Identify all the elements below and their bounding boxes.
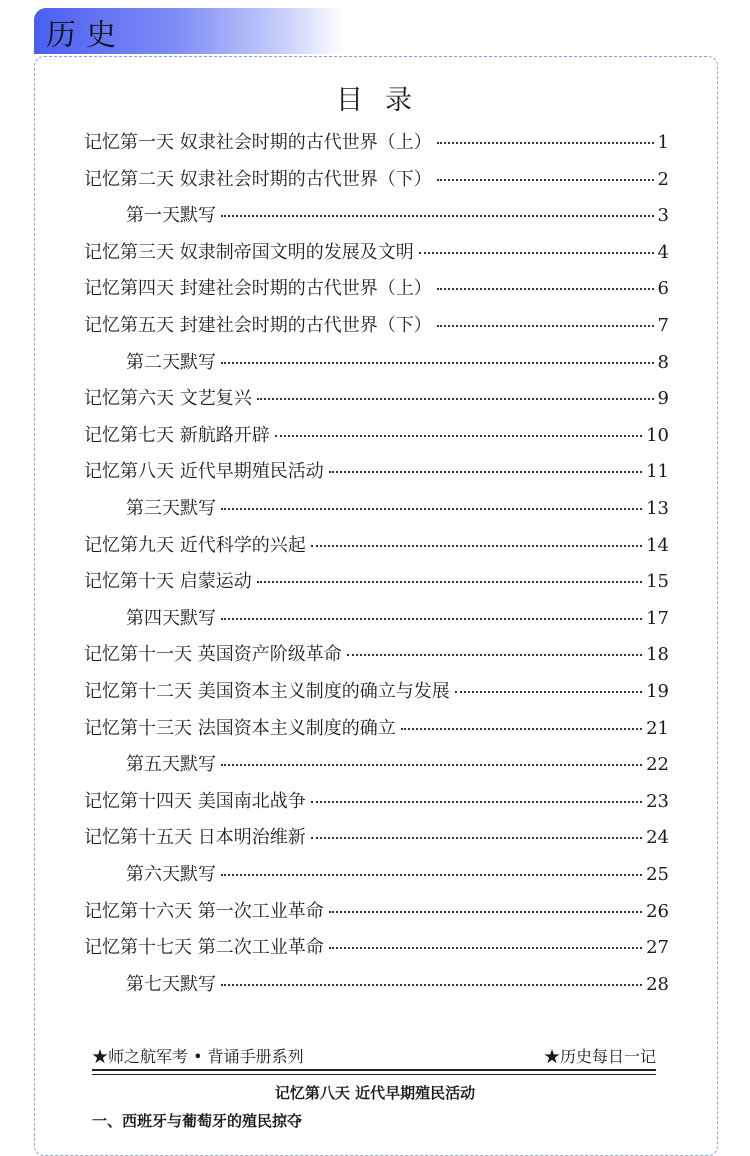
- toc-title: 目录: [336, 85, 434, 116]
- toc-leader-dots: [221, 984, 642, 986]
- toc-entry[interactable]: [84, 457, 669, 485]
- sub-heading: 一、西班牙与葡萄牙的殖民掠夺: [92, 1112, 303, 1130]
- toc-entry-page: 1: [657, 132, 669, 153]
- toc-entry-page: 11: [646, 461, 669, 483]
- toc-entry-page: 7: [657, 315, 669, 336]
- toc-entry-page: 8: [657, 351, 669, 373]
- toc-leader-dots: [437, 325, 654, 327]
- toc-entry-title: 记忆第十二天 美国资本主义制度的确立与发展: [84, 681, 450, 702]
- subject-title: 历史: [46, 18, 126, 53]
- toc-entry-page: 13: [646, 498, 669, 519]
- toc-leader-dots: [347, 654, 642, 656]
- toc-leader-dots: [221, 764, 642, 766]
- toc-entry[interactable]: [84, 823, 669, 851]
- toc-entry-title: 第七天默写: [126, 973, 216, 995]
- toc-entry-title: 记忆第十四天 美国南北战争: [84, 790, 306, 812]
- toc-entry-title: 记忆第二天 奴隶社会时期的古代世界（下）: [84, 168, 432, 190]
- toc-entry[interactable]: [84, 128, 669, 156]
- toc-leader-dots: [275, 435, 642, 437]
- toc-entry-title: 记忆第十七天 第二次工业革命: [84, 937, 324, 959]
- toc-entry[interactable]: [126, 604, 669, 632]
- toc-entry-title: 记忆第九天 近代科学的兴起: [84, 534, 306, 556]
- toc-leader-dots: [221, 362, 654, 364]
- toc-entry-page: 4: [657, 241, 669, 263]
- toc-entry-title: 记忆第十三天 法国资本主义制度的确立: [84, 717, 396, 739]
- toc-entry-title: 记忆第一天 奴隶社会时期的古代世界（上）: [84, 132, 432, 153]
- toc-entry[interactable]: [126, 494, 669, 522]
- toc-entry-page: 22: [646, 754, 669, 776]
- toc-entry[interactable]: [84, 384, 669, 412]
- toc-leader-dots: [257, 581, 642, 583]
- toc-entry-title: 记忆第十一天 英国资产阶级革命: [84, 644, 342, 666]
- header-rule: [92, 1069, 656, 1071]
- toc-entry-title: 记忆第八天 近代早期殖民活动: [84, 461, 324, 483]
- toc-entry-title: 第一天默写: [126, 205, 216, 227]
- toc-leader-dots: [311, 837, 642, 839]
- toc-entry[interactable]: [84, 897, 669, 925]
- toc-leader-dots: [329, 471, 642, 473]
- toc-leader-dots: [455, 691, 642, 693]
- toc-entry-title: 第二天默写: [126, 351, 216, 373]
- toc-entry-page: 23: [646, 790, 669, 812]
- toc-entry[interactable]: [84, 274, 669, 302]
- toc-entry-page: 18: [646, 644, 669, 666]
- toc-entry[interactable]: [84, 238, 669, 266]
- toc-entry-page: 28: [646, 973, 669, 995]
- toc-entry-page: 2: [657, 168, 669, 190]
- toc-leader-dots: [437, 179, 654, 181]
- series-label: ★师之航军考 • 背诵手册系列: [92, 1047, 304, 1066]
- section-heading: 记忆第八天 近代早期殖民活动: [274, 1084, 476, 1102]
- toc-entry-page: 25: [646, 864, 669, 885]
- toc-entry-page: 26: [646, 900, 669, 922]
- toc-entry[interactable]: [84, 640, 669, 668]
- book-label: ★历史每日一记: [543, 1047, 656, 1066]
- toc-entry-title: 记忆第五天 封建社会时期的古代世界（下）: [84, 315, 432, 336]
- toc-entry[interactable]: [84, 787, 669, 815]
- toc-entry-page: 14: [646, 534, 669, 556]
- toc-entry-title: 第五天默写: [126, 754, 216, 776]
- toc-entry[interactable]: [126, 970, 669, 998]
- toc-entry-page: 3: [657, 205, 669, 227]
- toc-leader-dots: [437, 142, 654, 144]
- toc-leader-dots: [257, 398, 654, 400]
- toc-entry-title: 记忆第六天 文艺复兴: [84, 388, 252, 410]
- toc-leader-dots: [329, 911, 642, 913]
- toc-leader-dots: [311, 545, 642, 547]
- toc-entry-title: 第六天默写: [126, 864, 216, 885]
- toc-entry-page: 6: [657, 278, 669, 300]
- toc-entry[interactable]: [126, 201, 669, 229]
- toc-entry-page: 19: [646, 681, 669, 702]
- toc-entry-title: 记忆第七天 新航路开辟: [84, 424, 270, 446]
- header-rule-thin: [92, 1074, 656, 1075]
- toc-entry-title: 记忆第三天 奴隶制帝国文明的发展及文明: [84, 241, 414, 263]
- toc-entry[interactable]: [84, 677, 669, 705]
- toc-entry-page: 27: [646, 937, 669, 959]
- toc-entry-title: 记忆第十六天 第一次工业革命: [84, 900, 324, 922]
- toc-entry-page: 15: [646, 571, 669, 593]
- toc-entry[interactable]: [126, 860, 669, 888]
- toc-entry[interactable]: [84, 933, 669, 961]
- toc-leader-dots: [419, 252, 654, 254]
- toc-entry-page: 10: [646, 424, 669, 446]
- toc-entry[interactable]: [84, 714, 669, 742]
- toc-leader-dots: [221, 508, 642, 510]
- toc-entry[interactable]: [126, 348, 669, 376]
- toc-leader-dots: [311, 801, 642, 803]
- toc-entry[interactable]: [84, 311, 669, 339]
- toc-leader-dots: [329, 947, 642, 949]
- toc-leader-dots: [221, 618, 642, 620]
- toc-leader-dots: [221, 874, 642, 876]
- toc-entry-title: 第三天默写: [126, 498, 216, 519]
- toc-entry-title: 记忆第四天 封建社会时期的古代世界（上）: [84, 278, 432, 300]
- toc-entry-title: 记忆第十天 启蒙运动: [84, 571, 252, 593]
- toc-entry[interactable]: [84, 567, 669, 595]
- toc-entry-title: 记忆第十五天 日本明治维新: [84, 827, 306, 849]
- toc-entry-title: 第四天默写: [126, 607, 216, 629]
- toc-leader-dots: [221, 215, 654, 217]
- toc-entry[interactable]: [84, 421, 669, 449]
- toc-entry-page: 17: [646, 607, 669, 629]
- toc-entry-page: 9: [657, 388, 669, 410]
- toc-leader-dots: [401, 728, 642, 730]
- toc-entry[interactable]: [84, 531, 669, 559]
- toc-entry[interactable]: [126, 750, 669, 778]
- toc-entry-page: 21: [646, 717, 669, 739]
- toc-entry[interactable]: [84, 165, 669, 193]
- toc-leader-dots: [437, 288, 654, 290]
- toc-entry-page: 24: [646, 827, 669, 849]
